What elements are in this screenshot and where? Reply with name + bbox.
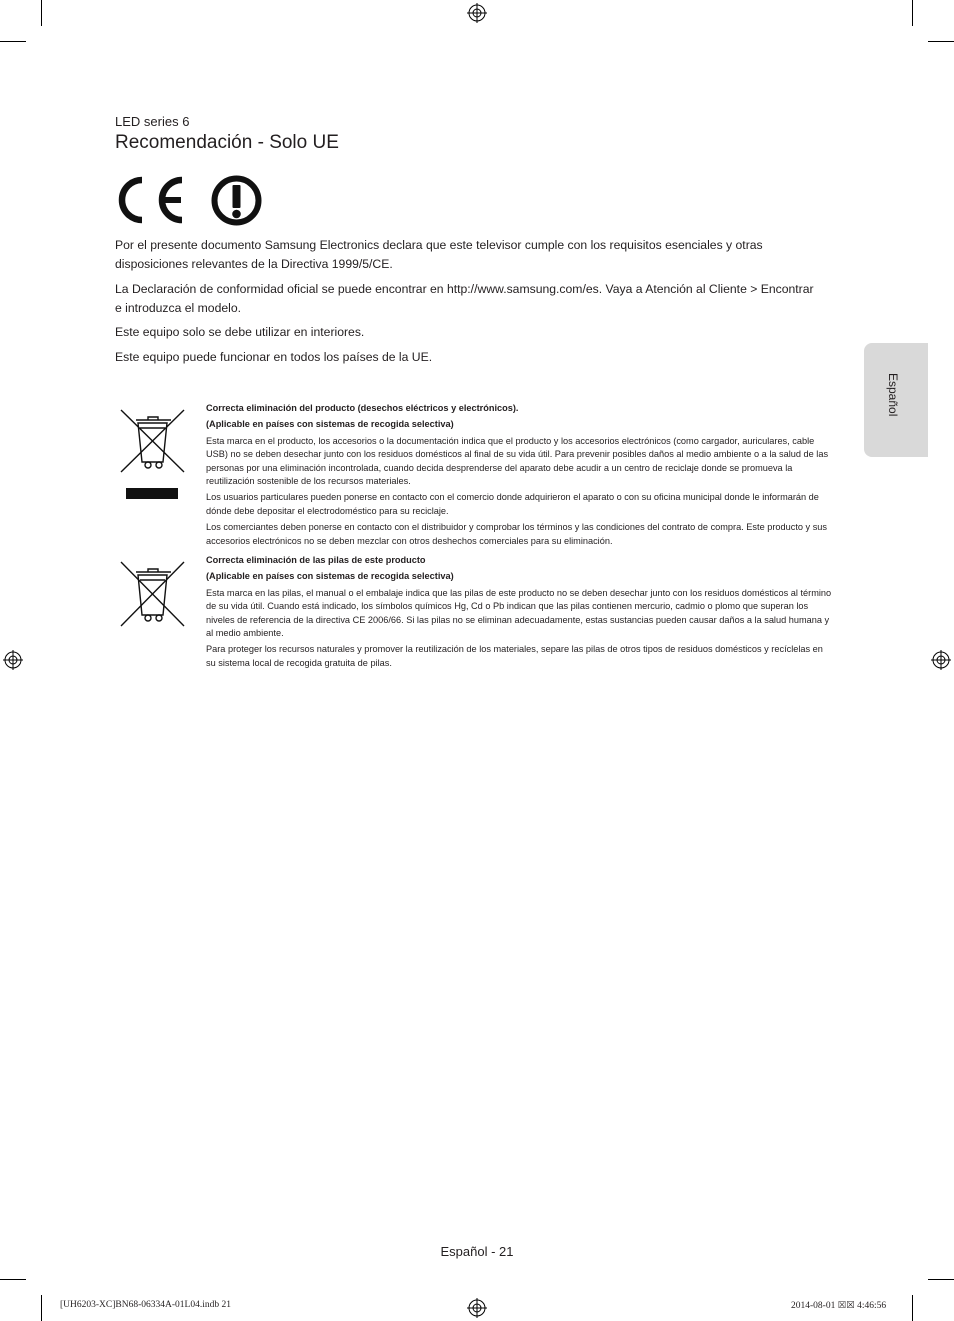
crop-mark	[912, 1295, 913, 1321]
weee-body: Esta marca en el producto, los accesorios o la documentación indica que el producto y los accesorios electrónicos (como cargador, auriculares, cable USB) no se deben desechar junto con los residuos domésticos al final de su vida útil. Para prevenir posibles daños al medio ambiente o a la salud de las personas por una eliminación incontrolada, cuando decida desprenderse del aparato debe acudir a un centro de reciclaje donde se promueva la reutilización sostenible de los recursos materiales.	[206, 435, 829, 487]
crop-mark	[0, 1279, 26, 1280]
ce-mark-icon	[114, 174, 188, 226]
side-tab-label: Español	[886, 373, 900, 417]
registration-mark-icon	[467, 3, 487, 23]
weee-subheading: (Aplicable en países con sistemas de recogida selectiva)	[206, 419, 454, 430]
battery-subheading: (Aplicable en países con sistemas de recogida selectiva)	[206, 571, 454, 582]
crop-mark	[912, 0, 913, 26]
registration-mark-icon	[3, 650, 23, 670]
series-label: LED series 6	[115, 114, 190, 129]
registration-mark-icon	[467, 1298, 487, 1318]
weee-body: Los comerciantes deben ponerse en contacto con el distribuidor y comprobar los términos y las condiciones del contrato de compra. Este producto y sus accesorios electrónicos no se deben mezclar con otros deshechos comerciales para su eliminación.	[206, 522, 827, 546]
language-side-tab	[864, 343, 928, 457]
indoor-use-paragraph: Este equipo solo se debe utilizar en interiores.	[115, 325, 365, 339]
crop-mark	[41, 1295, 42, 1321]
battery-heading: Correcta eliminación de las pilas de este producto	[206, 555, 426, 565]
crop-mark	[928, 41, 954, 42]
battery-notice	[206, 554, 834, 673]
weee-body: Los usuarios particulares pueden ponerse en contacto con el comercio donde adquirieron el aparato o con su oficina municipal donde le informarán de dónde debe depositar el electrodoméstico para su reciclaje.	[206, 492, 819, 516]
alert-circle-icon	[210, 174, 263, 227]
registration-mark-icon	[931, 650, 951, 670]
battery-body: Esta marca en las pilas, el manual o el embalaje indica que las pilas de este producto no se deben desechar junto con los residuos domésticos al término de su vida útil. Cuando está indicado, los símbolos químicos Hg, Cd o Pb indican que las pilas contienen mercurio, cadmio o plomo que superan los niveles de referencia de la directiva CE 2006/66. Si las pilas no se eliminan adecuadamente, estas sustancias pueden causar daños a la salud humana y al medio ambiente.	[206, 587, 832, 639]
crop-mark	[41, 0, 42, 26]
eu-countries-paragraph: Este equipo puede funcionar en todos los países de la UE.	[115, 350, 433, 364]
conformity-paragraph: La Declaración de conformidad oficial se puede encontrar en http://www.samsung.com/es. Vaya a Atención al Cliente > Encontrar e introduzca el modelo.	[115, 282, 814, 315]
weee-notice	[206, 402, 834, 551]
declaration-paragraph: Por el presente documento Samsung Electronics declara que este televisor cumple con los requisitos esenciales y otras disposiciones relevantes de la Directiva 1999/5/CE.	[115, 238, 763, 271]
file-slug: [UH6203-XC]BN68-06334A-01L04.indb 21	[60, 1300, 231, 1310]
battery-body: Para proteger los recursos naturales y promover la reutilización de los materiales, separe las pilas de otros tipos de residuos domésticos y recíclelas en su sistema local de recogida gratuita de pilas.	[206, 644, 823, 668]
page-number: Español - 21	[440, 1244, 514, 1259]
date-slug: 2014-08-01 ☒☒ 4:46:56	[791, 1301, 887, 1311]
crop-mark	[0, 41, 26, 42]
weee-heading: Correcta eliminación del producto (desechos eléctricos y electrónicos).	[206, 403, 519, 413]
crossed-bin-icon	[119, 406, 187, 502]
page-title: Recomendación - Solo UE	[115, 132, 339, 153]
crossed-bin-icon	[119, 559, 187, 631]
crop-mark	[928, 1279, 954, 1280]
